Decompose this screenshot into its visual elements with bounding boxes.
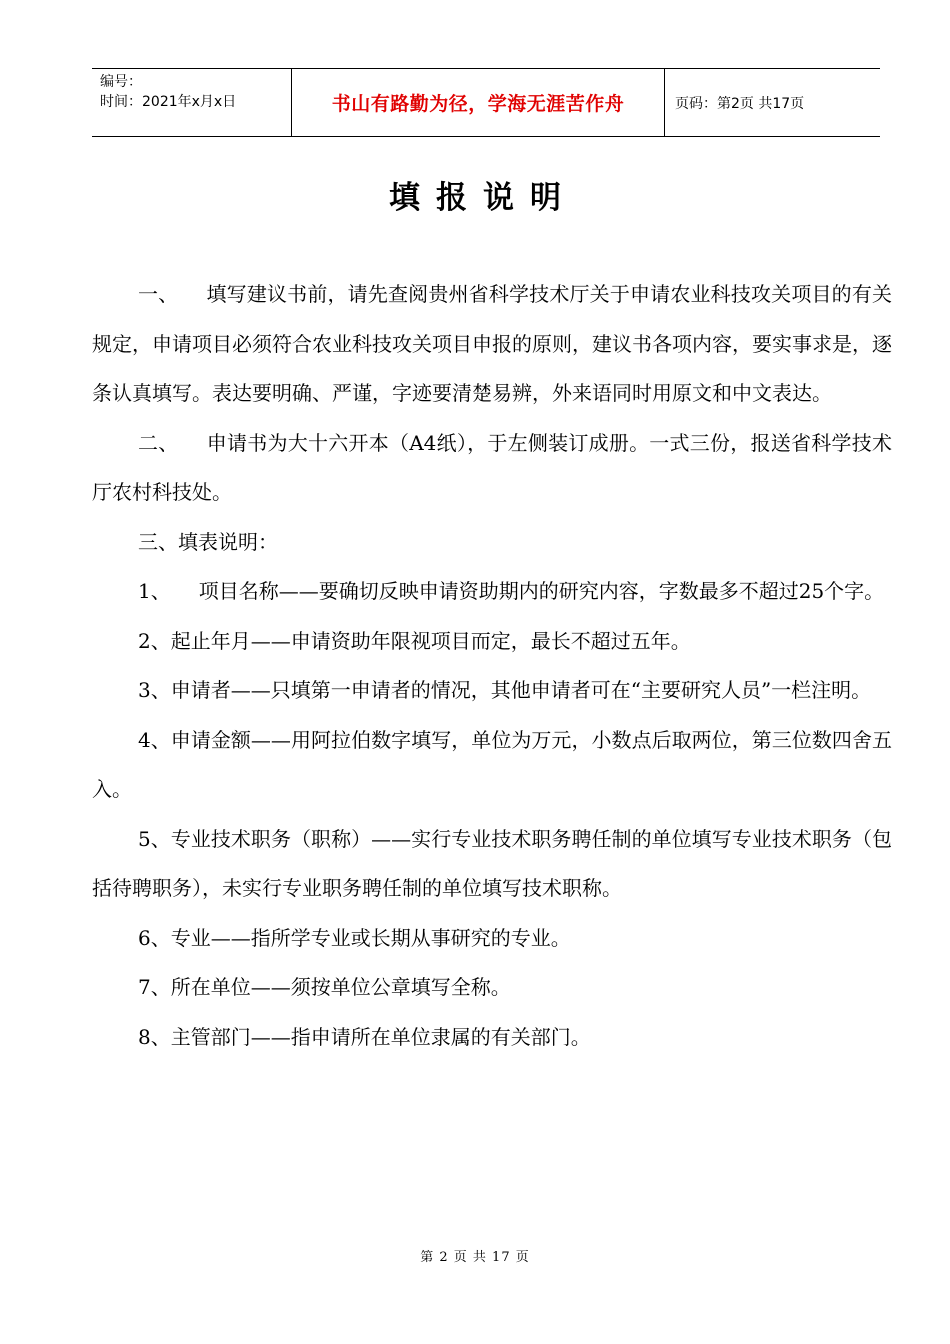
item-3 xyxy=(92,666,892,716)
section-1 xyxy=(92,270,892,419)
page-footer: 第 2 页 共 17 页 xyxy=(420,1250,530,1265)
page-number-label: 页码：第2页 共17页 xyxy=(675,95,805,112)
item-6 xyxy=(92,914,892,964)
section-1-number: 一、 xyxy=(138,282,179,306)
section-1-text: 填写建议书前，请先查阅贵州省科学技术厅关于申请农业科技攻关项目的有关规定，申请项目必须符合农业科技攻关项目申报的原则，建议书各项内容，要实事求是，逐条认真填写。表达要明确、严谨，字迹要清楚易辨，外来语同时用原文和中文表达。 xyxy=(92,282,893,405)
item-7-text: 所在单位——须按单位公章填写全称。 xyxy=(170,975,511,999)
header-meta-cell xyxy=(92,69,292,136)
item-1-number: 1、 xyxy=(138,579,171,603)
section-2-text: 申请书为大十六开本（A4纸），于左侧装订成册。一式三份，报送省科学技术厅农村科技处。 xyxy=(92,430,893,504)
item-3-number: 3、 xyxy=(138,678,171,702)
motto-cell xyxy=(292,69,665,136)
document-body xyxy=(92,270,892,1062)
item-8-text: 主管部门——指申请所在单位隶属的有关部门。 xyxy=(170,1024,591,1049)
motto-text: 书山有路勤为径，学海无涯苦作舟 xyxy=(331,93,625,115)
item-2-text: 起止年月——申请资助年限视项目而定，最长不超过五年。 xyxy=(170,628,691,653)
item-5-number: 5、 xyxy=(138,826,171,851)
section-3-heading: 三、填表说明： xyxy=(138,529,278,554)
item-5 xyxy=(92,815,892,914)
item-1-text: 项目名称——要确切反映申请资助期内的研究内容，字数最多不超过25个字。 xyxy=(198,579,885,603)
item-2 xyxy=(92,617,892,667)
item-8 xyxy=(92,1013,892,1063)
item-5-text: 专业技术职务（职称）——实行专业技术职务聘任制的单位填写专业技术职务（包括待聘职务），未实行专业职务聘任制的单位填写技术职称。 xyxy=(92,826,892,900)
item-2-number: 2、 xyxy=(138,628,171,653)
item-4-text: 申请金额——用阿拉伯数字填写，单位为万元，小数点后取两位，第三位数四舍五入。 xyxy=(92,727,892,801)
page-header xyxy=(92,68,880,137)
item-4 xyxy=(92,716,892,815)
section-2 xyxy=(92,419,892,518)
item-7-number: 7、 xyxy=(138,975,171,999)
document-title: 填报说明 xyxy=(389,180,577,216)
item-3-text: 申请者——只填第一申请者的情况，其他申请者可在“主要研究人员”一栏注明。 xyxy=(170,678,872,702)
page-number-cell xyxy=(665,69,880,136)
item-6-text: 专业——指所学专业或长期从事研究的专业。 xyxy=(170,925,571,950)
item-8-number: 8、 xyxy=(138,1024,171,1049)
serial-number-label: 编号： xyxy=(100,74,142,90)
item-6-number: 6、 xyxy=(138,925,171,950)
item-1 xyxy=(92,567,892,617)
date-label: 时间：2021年x月x日 xyxy=(100,94,237,110)
section-2-number: 二、 xyxy=(138,430,179,455)
item-7 xyxy=(92,963,892,1013)
item-4-number: 4、 xyxy=(138,727,171,752)
